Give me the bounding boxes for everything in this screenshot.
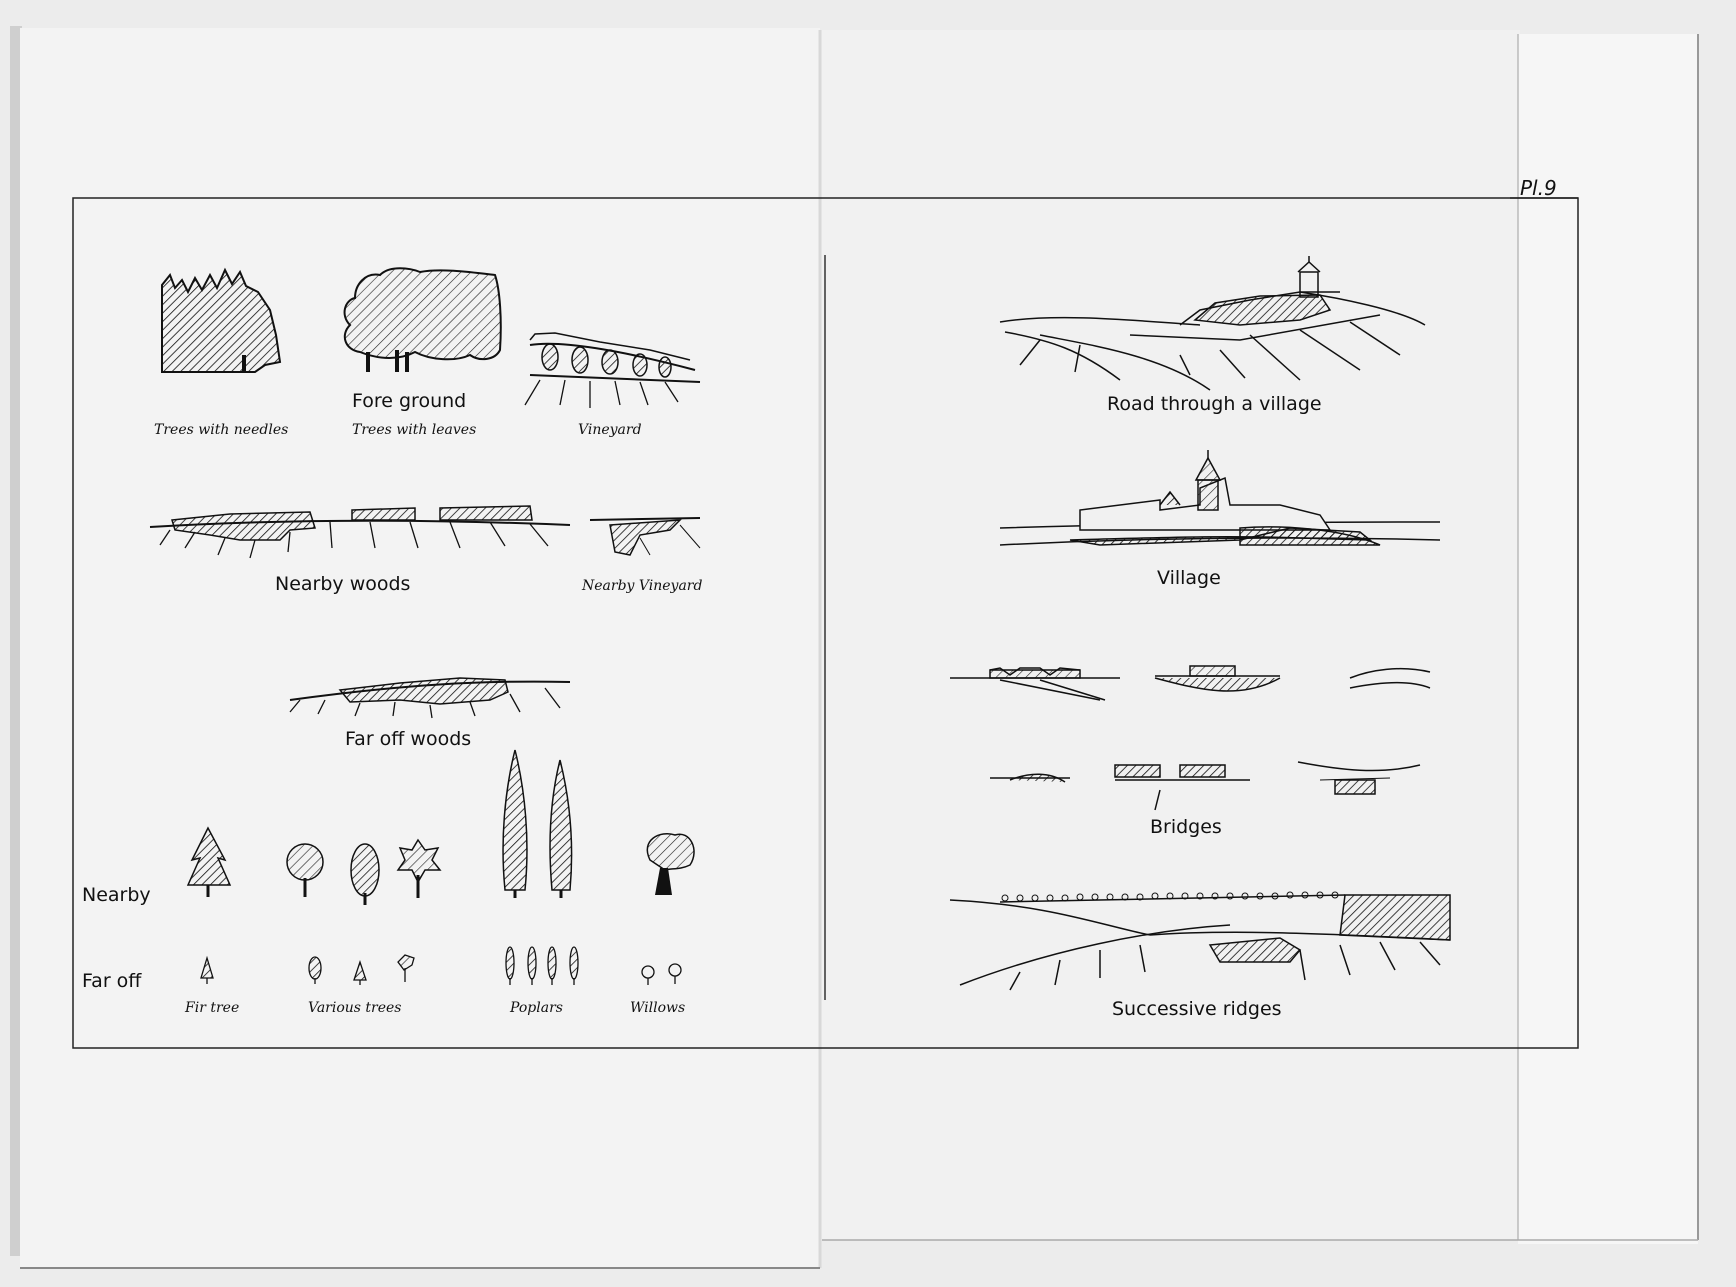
- row-label-nearby: Nearby: [82, 884, 151, 906]
- caption-nearby-vineyard: Nearby Vineyard: [582, 578, 703, 594]
- bridges-heading: Bridges: [1150, 816, 1222, 838]
- successive-ridges-heading: Successive ridges: [1112, 998, 1282, 1020]
- caption-poplars: Poplars: [510, 1000, 563, 1016]
- foreground-heading: Fore ground: [352, 390, 467, 412]
- left-page: [20, 28, 820, 1268]
- far-off-woods-heading: Far off woods: [345, 728, 472, 750]
- right-page: [820, 30, 1520, 1240]
- plate-number: Pl.9: [1520, 176, 1557, 200]
- caption-trees-with-leaves: Trees with leaves: [352, 422, 477, 438]
- caption-vineyard: Vineyard: [578, 422, 642, 438]
- road-village-heading: Road through a village: [1107, 393, 1322, 415]
- caption-willows: Willows: [630, 1000, 686, 1016]
- caption-various-trees: Various trees: [308, 1000, 402, 1016]
- caption-trees-with-needles: Trees with needles: [154, 422, 289, 438]
- caption-fir-tree: Fir tree: [185, 1000, 240, 1016]
- nearby-woods-heading: Nearby woods: [275, 573, 411, 595]
- village-heading: Village: [1157, 567, 1221, 589]
- foldout-flap: [1518, 34, 1698, 1244]
- row-label-far-off: Far off: [82, 970, 142, 992]
